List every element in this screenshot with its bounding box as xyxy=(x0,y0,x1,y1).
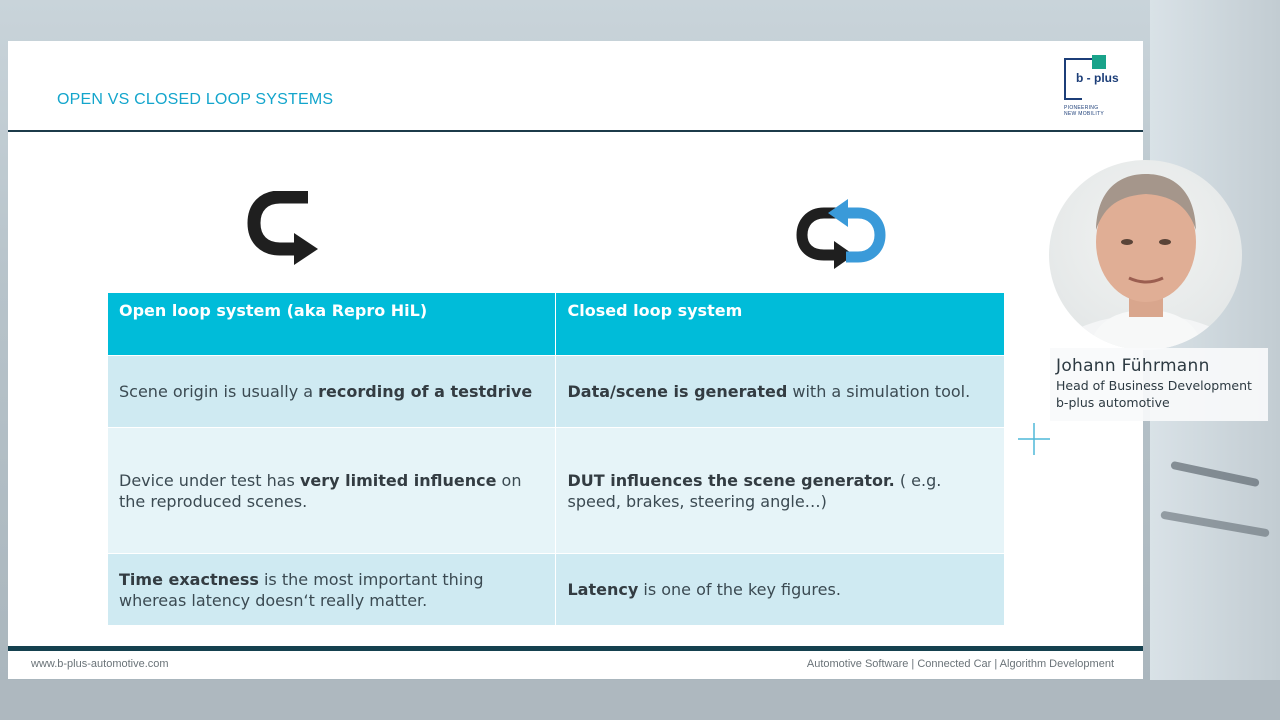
plus-decoration-icon xyxy=(1018,423,1050,455)
closed-loop-cell: Latency is one of the key figures. xyxy=(556,554,1005,626)
open-loop-cell: Scene origin is usually a recording of a testdrive xyxy=(108,356,556,428)
slide-title: OPEN VS CLOSED LOOP SYSTEMS xyxy=(57,91,334,108)
table-row xyxy=(108,356,1005,428)
presentation-slide xyxy=(8,41,1143,679)
speaker-organization: b-plus automotive xyxy=(1056,395,1170,410)
speaker-lower-third xyxy=(1050,348,1268,421)
table-header-row xyxy=(108,293,1005,356)
closed-loop-arrows-icon xyxy=(786,193,896,277)
header-divider xyxy=(8,130,1143,132)
footer-topics: Automotive Software | Connected Car | Algorithm Development xyxy=(806,658,1114,670)
b-plus-logo xyxy=(1062,55,1132,121)
header-closed-loop: Closed loop system xyxy=(556,293,1005,356)
footer-divider xyxy=(8,646,1143,651)
closed-loop-cell: DUT influences the scene generator. ( e.g. speed, brakes, steering angle…) xyxy=(556,428,1005,554)
table-row xyxy=(108,428,1005,554)
open-loop-arrow-icon xyxy=(246,191,326,271)
table-row xyxy=(108,554,1005,626)
open-loop-cell: Time exactness is the most important thing whereas latency doesn‘t really matter. xyxy=(108,554,556,626)
footer-website: www.b-plus-automotive.com xyxy=(31,658,169,670)
speaker-name: Johann Führmann xyxy=(1056,356,1210,376)
logo-tagline: PIONEERING NEW MOBILITY xyxy=(1064,105,1104,117)
comparison-table xyxy=(107,292,1005,626)
logo-name: b - plus xyxy=(1076,71,1119,85)
closed-loop-cell: Data/scene is generated with a simulation tool. xyxy=(556,356,1005,428)
header-open-loop: Open loop system (aka Repro HiL) xyxy=(108,293,556,356)
speaker-role: Head of Business Development xyxy=(1056,378,1252,393)
speaker-avatar xyxy=(1049,160,1242,350)
open-loop-cell: Device under test has very limited influence on the reproduced scenes. xyxy=(108,428,556,554)
